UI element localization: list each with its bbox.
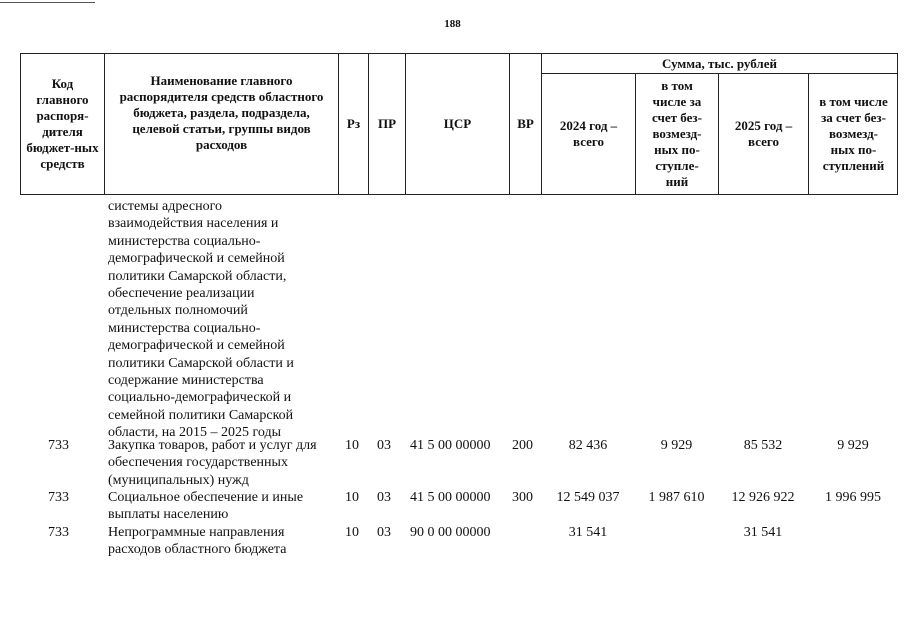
cell-2025-free: 9 929 (837, 438, 869, 453)
continuation-text: системы адресного взаимодействия населения и министерства социально-демографической и семейной политики Самарской области, обеспечение реализации отдельных полномочий министерства социально-демографической и семейной политики Самарской области и содержание министерства социально-демографической и семейной политики Самарской области, на 2015 – 2025 годы (108, 199, 294, 441)
header-2024-total: 2024 год – всего (559, 118, 618, 149)
cell-vr: 300 (512, 490, 533, 505)
header-vr: ВР (517, 116, 534, 131)
cell-pr: 03 (377, 525, 391, 540)
cell-pr: 03 (377, 490, 391, 505)
cell-code: 733 (48, 525, 69, 540)
header-sum: Сумма, тыс. рублей (662, 55, 777, 71)
cell-pr: 03 (377, 438, 391, 453)
cell-csr: 41 5 00 00000 (410, 438, 491, 453)
cell-code: 733 (48, 490, 69, 505)
cell-2024-total: 12 549 037 (556, 490, 620, 505)
cell-2024-free: 9 929 (660, 438, 693, 453)
scan-artifact-line (0, 2, 95, 3)
page-number: 188 (444, 18, 461, 30)
cell-rz: 10 (345, 525, 359, 540)
cell-vr: 200 (512, 438, 533, 453)
cell-name: Социальное обеспечение и иные выплаты населению (108, 490, 304, 523)
header-2025-total: 2025 год – всего (734, 118, 793, 149)
cell-csr: 90 0 00 00000 (410, 525, 491, 540)
cell-2024-free: 1 987 610 (648, 490, 705, 505)
table-header (20, 53, 898, 195)
cell-name: Закупка товаров, работ и услуг для обеспечения государственных (муниципальных) нужд (108, 438, 317, 488)
cell-csr: 41 5 00 00000 (410, 490, 491, 505)
cell-2025-total: 31 541 (743, 525, 783, 540)
cell-code: 733 (48, 438, 69, 453)
header-csr: ЦСР (443, 116, 472, 131)
cell-2025-total: 12 926 922 (731, 490, 795, 505)
header-name: Наименование главного распорядителя средств областного бюджета, раздела, подраздела, целевой статьи, группы видов расходов (119, 73, 324, 152)
header-rz: Рз (346, 116, 361, 131)
header-pr: ПР (377, 116, 397, 131)
cell-2024-total: 82 436 (568, 438, 608, 453)
cell-2024-total: 31 541 (568, 525, 608, 540)
header-2024-free: в том числе за счет без-возмезд-ных по-ступле-ний (652, 78, 702, 189)
header-2025-free: в том числе за счет без-возмезд-ных по-ступлений (819, 94, 888, 173)
header-code: Код главного распоря-дителя бюджет-ных средств (26, 76, 99, 171)
cell-rz: 10 (345, 490, 359, 505)
cell-2025-total: 85 532 (743, 438, 783, 453)
cell-2025-free: 1 996 995 (825, 490, 881, 505)
cell-name: Непрограммные направления расходов областного бюджета (108, 525, 287, 558)
cell-rz: 10 (345, 438, 359, 453)
